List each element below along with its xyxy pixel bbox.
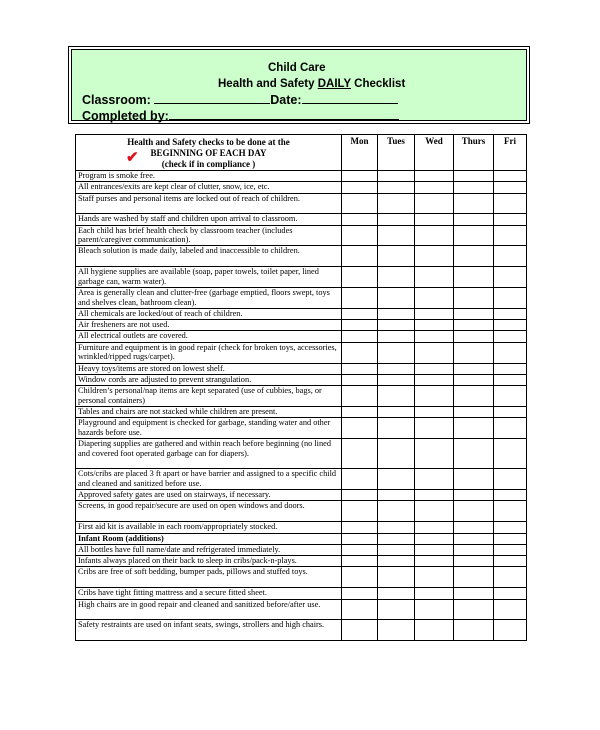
classroom-label: Classroom: (82, 93, 151, 107)
checklist-item-text: Cribs have tight fitting mattress and a secure fitted sheet. (76, 588, 342, 599)
checklist-item-text: All hygiene supplies are available (soap, paper towels, toilet paper, lined garbage can, warm water). (76, 267, 342, 288)
check-cell-tues[interactable] (378, 406, 415, 417)
check-cell-mon[interactable] (342, 171, 378, 182)
check-cell-thurs[interactable] (454, 267, 494, 288)
checklist-item-text: All chemicals are locked/out of reach of children. (76, 308, 342, 319)
check-cell-mon[interactable] (342, 406, 378, 417)
task-header-line2: BEGINNING OF EACH DAY (150, 148, 267, 158)
checklist-header (68, 46, 530, 124)
check-cell-wed[interactable] (415, 620, 454, 641)
check-cell-thurs[interactable] (454, 386, 494, 407)
table-row (76, 533, 527, 544)
check-cell-mon[interactable] (342, 193, 378, 214)
day-header-wed: Wed (415, 135, 454, 171)
check-cell-thurs[interactable] (454, 599, 494, 620)
table-row (76, 418, 527, 439)
check-cell-thurs[interactable] (454, 588, 494, 599)
table-row (76, 469, 527, 490)
title-child-care: Child Care (268, 62, 326, 74)
check-cell-fri[interactable] (494, 501, 527, 522)
check-cell-mon[interactable] (342, 386, 378, 407)
table-row (76, 193, 527, 214)
checklist-item-text: Safety restraints are used on infant seats, swings, strollers and high chairs. (76, 620, 342, 641)
check-cell-fri[interactable] (494, 363, 527, 374)
check-cell-tues[interactable] (378, 342, 415, 363)
table-row (76, 501, 527, 522)
check-cell-fri[interactable] (494, 320, 527, 331)
check-cell-mon[interactable] (342, 544, 378, 555)
table-row (76, 374, 527, 385)
check-cell-mon[interactable] (342, 533, 378, 544)
check-cell-mon[interactable] (342, 567, 378, 588)
check-cell-tues[interactable] (378, 490, 415, 501)
check-cell-fri[interactable] (494, 288, 527, 309)
check-cell-tues[interactable] (378, 439, 415, 469)
checklist-item-text: Window cords are adjusted to prevent strangulation. (76, 374, 342, 385)
check-cell-wed[interactable] (415, 182, 454, 193)
check-cell-wed[interactable] (415, 469, 454, 490)
checklist-item-text: Each child has brief health check by classroom teacher (includes parent/caregiver communication). (76, 225, 342, 246)
check-cell-mon[interactable] (342, 418, 378, 439)
checklist-item-text: Screens, in good repair/secure are used on open windows and doors. (76, 501, 342, 522)
table-header-row (76, 135, 527, 171)
check-cell-fri[interactable] (494, 418, 527, 439)
check-cell-thurs[interactable] (454, 490, 494, 501)
checklist-item-text: Bleach solution is made daily, labeled and inaccessible to children. (76, 246, 342, 267)
check-cell-thurs[interactable] (454, 544, 494, 555)
check-cell-tues[interactable] (378, 193, 415, 214)
check-cell-tues[interactable] (378, 363, 415, 374)
checklist-item-text: Program is smoke free. (76, 171, 342, 182)
check-cell-fri[interactable] (494, 225, 527, 246)
day-header-thurs: Thurs (454, 135, 494, 171)
check-cell-wed[interactable] (415, 406, 454, 417)
check-cell-wed[interactable] (415, 342, 454, 363)
check-cell-tues[interactable] (378, 374, 415, 385)
check-cell-thurs[interactable] (454, 331, 494, 342)
check-cell-thurs[interactable] (454, 288, 494, 309)
check-cell-mon[interactable] (342, 374, 378, 385)
classroom-date-line (82, 92, 398, 107)
check-cell-fri[interactable] (494, 522, 527, 533)
check-cell-fri[interactable] (494, 544, 527, 555)
check-cell-tues[interactable] (378, 522, 415, 533)
checklist-item-text: High chairs are in good repair and cleaned and sanitized before/after use. (76, 599, 342, 620)
table-row (76, 522, 527, 533)
check-cell-thurs[interactable] (454, 533, 494, 544)
check-cell-mon[interactable] (342, 599, 378, 620)
check-cell-mon[interactable] (342, 342, 378, 363)
checklist-item-text: Heavy toys/items are stored on lowest shelf. (76, 363, 342, 374)
check-cell-fri[interactable] (494, 620, 527, 641)
check-cell-mon[interactable] (342, 490, 378, 501)
checklist-item-text: Infants always placed on their back to sleep in cribs/pack-n-plays. (76, 556, 342, 567)
check-cell-tues[interactable] (378, 225, 415, 246)
check-cell-wed[interactable] (415, 246, 454, 267)
table-row (76, 171, 527, 182)
table-row (76, 363, 527, 374)
red-checkmark-icon: ✔ (126, 150, 139, 166)
checklist-item-text: First aid kit is available in each room/appropriately stocked. (76, 522, 342, 533)
check-cell-mon[interactable] (342, 267, 378, 288)
table-row (76, 599, 527, 620)
day-header-mon: Mon (342, 135, 378, 171)
check-cell-thurs[interactable] (454, 620, 494, 641)
check-cell-mon[interactable] (342, 308, 378, 319)
check-cell-fri[interactable] (494, 588, 527, 599)
check-cell-tues[interactable] (378, 171, 415, 182)
table-row (76, 308, 527, 319)
check-cell-tues[interactable] (378, 288, 415, 309)
check-cell-fri[interactable] (494, 214, 527, 225)
check-cell-tues[interactable] (378, 386, 415, 407)
check-cell-thurs[interactable] (454, 556, 494, 567)
table-row (76, 620, 527, 641)
check-cell-fri[interactable] (494, 246, 527, 267)
check-cell-mon[interactable] (342, 522, 378, 533)
check-cell-thurs[interactable] (454, 374, 494, 385)
check-cell-tues[interactable] (378, 320, 415, 331)
check-cell-mon[interactable] (342, 214, 378, 225)
table-row (76, 320, 527, 331)
check-cell-wed[interactable] (415, 490, 454, 501)
check-cell-fri[interactable] (494, 193, 527, 214)
check-cell-mon[interactable] (342, 246, 378, 267)
check-cell-tues[interactable] (378, 567, 415, 588)
check-cell-wed[interactable] (415, 439, 454, 469)
check-cell-tues[interactable] (378, 469, 415, 490)
table-row (76, 246, 527, 267)
check-cell-tues[interactable] (378, 418, 415, 439)
table-row (76, 490, 527, 501)
table-row (76, 556, 527, 567)
check-cell-fri[interactable] (494, 342, 527, 363)
task-header-line3: (check if in compliance ) (161, 159, 256, 169)
check-cell-fri[interactable] (494, 567, 527, 588)
check-cell-thurs[interactable] (454, 501, 494, 522)
task-header-line1: Health and Safety checks to be done at the (127, 137, 290, 147)
check-cell-thurs[interactable] (454, 567, 494, 588)
section-heading: Infant Room (additions) (76, 533, 342, 544)
checklist-item-text: All bottles have full name/date and refrigerated immediately. (76, 544, 342, 555)
checklist-item-text: All electrical outlets are covered. (76, 331, 342, 342)
check-cell-tues[interactable] (378, 588, 415, 599)
check-cell-wed[interactable] (415, 374, 454, 385)
check-cell-mon[interactable] (342, 182, 378, 193)
date-blank[interactable] (302, 92, 398, 104)
check-cell-wed[interactable] (415, 599, 454, 620)
check-cell-tues[interactable] (378, 599, 415, 620)
check-cell-mon[interactable] (342, 439, 378, 469)
checklist-item-text: All entrances/exits are kept clear of clutter, snow, ice, etc. (76, 182, 342, 193)
checklist-item-text: Staff purses and personal items are locked out of reach of children. (76, 193, 342, 214)
checklist-item-text: Cribs are free of soft bedding, bumper pads, pillows and stuffed toys. (76, 567, 342, 588)
check-cell-fri[interactable] (494, 171, 527, 182)
table-row (76, 267, 527, 288)
check-cell-wed[interactable] (415, 331, 454, 342)
check-cell-wed[interactable] (415, 214, 454, 225)
check-cell-fri[interactable] (494, 406, 527, 417)
table-row (76, 214, 527, 225)
checklist-item-text: Hands are washed by staff and children upon arrival to classroom. (76, 214, 342, 225)
title-prefix: Health and Safety (218, 78, 318, 90)
check-cell-wed[interactable] (415, 193, 454, 214)
task-column-header (76, 135, 342, 171)
check-cell-wed[interactable] (415, 556, 454, 567)
checklist-item-text: Children’s personal/nap items are kept separated (use of cubbies, bags, or personal containers) (76, 386, 342, 407)
check-cell-mon[interactable] (342, 331, 378, 342)
check-cell-mon[interactable] (342, 363, 378, 374)
title-daily: DAILY (317, 78, 351, 90)
check-cell-mon[interactable] (342, 469, 378, 490)
completed-by-line (82, 108, 399, 123)
checklist-item-text: Furniture and equipment is in good repair (check for broken toys, accessories, wrinkled/ripped rugs/carpet). (76, 342, 342, 363)
check-cell-thurs[interactable] (454, 308, 494, 319)
table-row (76, 439, 527, 469)
check-cell-wed[interactable] (415, 522, 454, 533)
check-cell-mon[interactable] (342, 556, 378, 567)
check-cell-fri[interactable] (494, 386, 527, 407)
check-cell-thurs[interactable] (454, 246, 494, 267)
check-cell-thurs[interactable] (454, 439, 494, 469)
check-cell-fri[interactable] (494, 267, 527, 288)
check-cell-wed[interactable] (415, 501, 454, 522)
check-cell-fri[interactable] (494, 374, 527, 385)
title-suffix: Checklist (350, 78, 406, 90)
check-cell-thurs[interactable] (454, 171, 494, 182)
title-checklist (218, 78, 405, 90)
check-cell-wed[interactable] (415, 267, 454, 288)
check-cell-wed[interactable] (415, 288, 454, 309)
check-cell-tues[interactable] (378, 544, 415, 555)
check-cell-wed[interactable] (415, 588, 454, 599)
checklist-item-text: Approved safety gates are used on stairways, if necessary. (76, 490, 342, 501)
check-cell-mon[interactable] (342, 620, 378, 641)
check-cell-fri[interactable] (494, 469, 527, 490)
check-cell-thurs[interactable] (454, 225, 494, 246)
checklist-item-text: Diapering supplies are gathered and within reach before beginning (no lined and covered foot operated garbage can for diapers). (76, 439, 342, 469)
check-cell-wed[interactable] (415, 533, 454, 544)
table-row (76, 225, 527, 246)
classroom-blank[interactable] (154, 92, 270, 104)
table-row (76, 182, 527, 193)
check-cell-tues[interactable] (378, 556, 415, 567)
table-row (76, 544, 527, 555)
check-cell-mon[interactable] (342, 501, 378, 522)
check-cell-thurs[interactable] (454, 522, 494, 533)
table-row (76, 567, 527, 588)
check-cell-wed[interactable] (415, 363, 454, 374)
check-cell-tues[interactable] (378, 331, 415, 342)
checklist-table (75, 134, 527, 641)
check-cell-thurs[interactable] (454, 363, 494, 374)
check-cell-tues[interactable] (378, 182, 415, 193)
check-cell-wed[interactable] (415, 544, 454, 555)
check-cell-tues[interactable] (378, 267, 415, 288)
check-cell-wed[interactable] (415, 308, 454, 319)
check-cell-mon[interactable] (342, 320, 378, 331)
table-row (76, 588, 527, 599)
check-cell-wed[interactable] (415, 171, 454, 182)
check-cell-thurs[interactable] (454, 342, 494, 363)
check-cell-wed[interactable] (415, 320, 454, 331)
checklist-item-text: Air fresheners are not used. (76, 320, 342, 331)
check-cell-wed[interactable] (415, 567, 454, 588)
checklist-item-text: Area is generally clean and clutter-free (garbage emptied, floors swept, toys and shelves clean, bathroom clean). (76, 288, 342, 309)
check-cell-fri[interactable] (494, 308, 527, 319)
check-cell-tues[interactable] (378, 533, 415, 544)
check-cell-thurs[interactable] (454, 418, 494, 439)
table-row (76, 406, 527, 417)
check-cell-mon[interactable] (342, 288, 378, 309)
checklist-item-text: Playground and equipment is checked for garbage, standing water and other hazards before use. (76, 418, 342, 439)
check-cell-fri[interactable] (494, 490, 527, 501)
check-cell-thurs[interactable] (454, 193, 494, 214)
check-cell-thurs[interactable] (454, 320, 494, 331)
table-row (76, 331, 527, 342)
check-cell-fri[interactable] (494, 182, 527, 193)
check-cell-tues[interactable] (378, 246, 415, 267)
check-cell-mon[interactable] (342, 588, 378, 599)
check-cell-mon[interactable] (342, 225, 378, 246)
check-cell-wed[interactable] (415, 386, 454, 407)
check-cell-thurs[interactable] (454, 469, 494, 490)
check-cell-thurs[interactable] (454, 182, 494, 193)
day-header-tues: Tues (378, 135, 415, 171)
check-cell-tues[interactable] (378, 620, 415, 641)
completed-by-label: Completed by: (82, 109, 169, 123)
table-row (76, 288, 527, 309)
check-cell-wed[interactable] (415, 418, 454, 439)
check-cell-wed[interactable] (415, 225, 454, 246)
check-cell-tues[interactable] (378, 308, 415, 319)
check-cell-fri[interactable] (494, 556, 527, 567)
check-cell-fri[interactable] (494, 599, 527, 620)
check-cell-tues[interactable] (378, 501, 415, 522)
header-green-panel (71, 49, 527, 121)
check-cell-fri[interactable] (494, 439, 527, 469)
check-cell-tues[interactable] (378, 214, 415, 225)
check-cell-fri[interactable] (494, 533, 527, 544)
date-label: Date: (270, 93, 302, 107)
table-row (76, 386, 527, 407)
table-row (76, 342, 527, 363)
day-header-fri: Fri (494, 135, 527, 171)
completed-by-blank[interactable] (169, 108, 399, 120)
checklist-item-text: Cots/cribs are placed 3 ft apart or have barrier and assigned to a specific child and cleaned and sanitized before use. (76, 469, 342, 490)
checklist-item-text: Tables and chairs are not stacked while children are present. (76, 406, 342, 417)
check-cell-fri[interactable] (494, 331, 527, 342)
check-cell-thurs[interactable] (454, 214, 494, 225)
check-cell-thurs[interactable] (454, 406, 494, 417)
